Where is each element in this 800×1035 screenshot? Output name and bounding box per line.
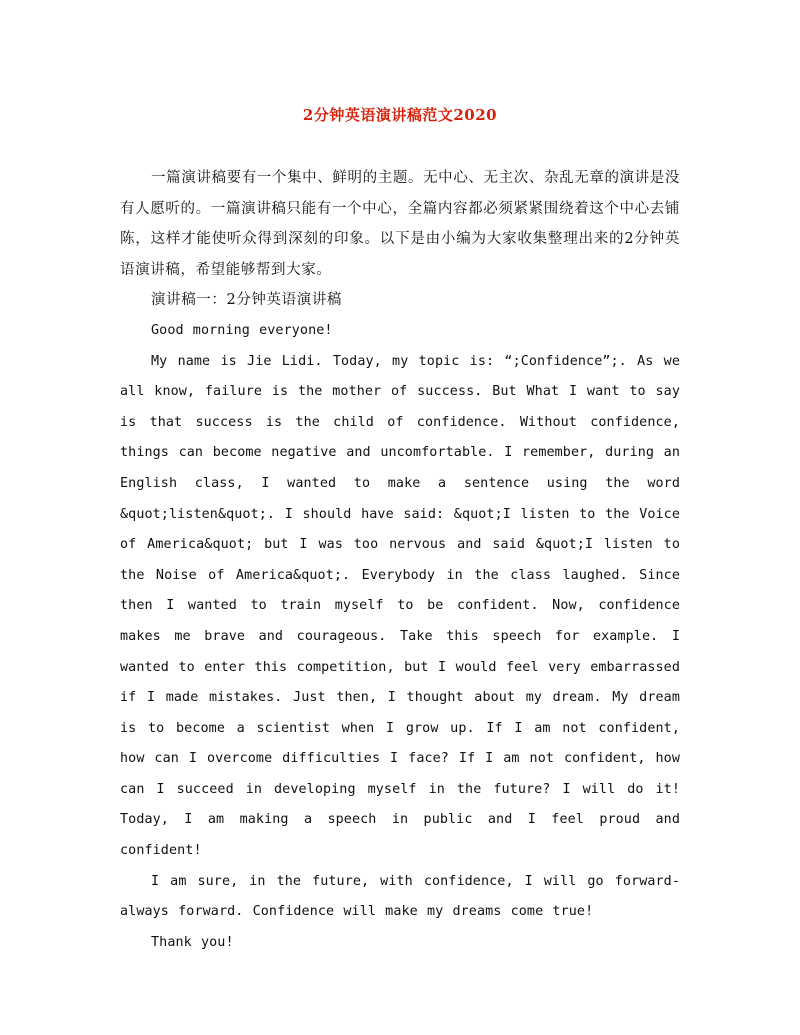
section-heading: 演讲稿一：2分钟英语演讲稿 bbox=[151, 292, 343, 309]
document-title: 2分钟英语演讲稿范文2020 bbox=[302, 106, 498, 124]
thanks-paragraph: Thank you! bbox=[151, 934, 234, 950]
speech-body-paragraph: My name is Jie Lidi. Today, my topic is: “;Confidence”;. As we all know, failure is the mother of success. But What I want to say is that success is the child of confidence. Without confidence, things can become negative and uncomfortable. I remember, during an English class, I wanted to make a sentence using the word &quot;listen&quot;. I should have said: &quot;I listen to the Voice of America&quot; but I was too nervous and said &quot;I listen to the Noise of America&quot;. Everybody in the class laughed. Since then I wanted to train myself to be confident. Now, confidence makes me brave and courageous. Take this speech for example. I wanted to enter this competition, but I would feel very embarrassed if I made mistakes. Just then, I thought about my dream. My dream is to become a scientist when I grow up. If I am not confident, how can I overcome difficulties I face? If I am not confident, how can I succeed in developing myself in the future? I will do it! Today, I am making a speech in public and I feel proud and confident! bbox=[120, 353, 680, 859]
document-body bbox=[120, 163, 680, 958]
greeting-paragraph: Good morning everyone! bbox=[151, 322, 333, 338]
intro-paragraph: 一篇演讲稿要有一个集中、鲜明的主题。无中心、无主次、杂乱无章的演讲是没有人愿听的。一篇演讲稿只能有一个中心，全篇内容都必须紧紧围绕着这个中心去铺陈，这样才能使听众得到深刻的印象。以下是由小编为大家收集整理出来的2分钟英语演讲稿，希望能够帮到大家。 bbox=[120, 170, 680, 278]
closing-paragraph: I am sure, in the future, with confidence, I will go forward-always forward. Confidence will make my dreams come true! bbox=[120, 873, 680, 920]
